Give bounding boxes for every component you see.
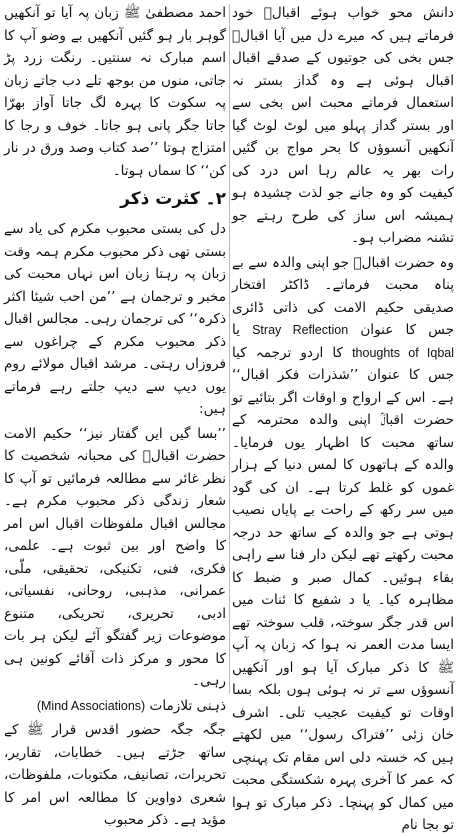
section-heading-kasrat-zikr: ۲۔ کثرت ذکر <box>120 189 226 209</box>
left-paragraph-2: دل کی بستی محبوب مکرم کی یاد سے بستی تھی ذکر محبوب مکرم ہمہ وقت زبان پہ رہتا زبان اس نہاں محبت کی مخبر و ترجمان ہے ’’من احب شیئا اکثر ذکرہ‘‘ کی ترجمان رہی۔ مجالس اقبال ذکر محبوب مکرم کے چراغوں سے فروزاں رہتی۔ مرشد اقبال مولائے روم یوں دیپ سے دیپ جلتے رہے فرماتے ہیں: <box>4 221 226 417</box>
left-paragraph-4: جگہ جگہ حضور اقدس قرار ﷺ کے ساتھ جڑتے ہیں۔ خطابات، تقاریر، تحریرات، تصانیف، مکتوبات، ملفوظات، شعری دواوین کا مطالعہ اس امر کا مؤید ہے۔ ذکر محبوب <box>4 722 226 828</box>
column-divider <box>229 4 230 694</box>
english-title-thoughts-of-iqbal: thoughts of Iqbal <box>352 345 454 360</box>
right-paragraph-1: دانش محو خواب ہوئے اقبالؒ خود فرماتے ہیں کہ میرے دل میں آیا اقبالؒ جس بخی کی جوتیوں کے صدقے اقبال اقبال ہوئی ہے وہ گداز بستر نہ استعمال فرماتے محبت اس بخی سے اور بستر گداز پہلو میں لوٹ لوٹ گیا آنکھیں آنسوؤں کا بحر مواج بن گئیں رات بھر یہ عالم رہا اس درد کی کیفیت کو وہ جانے جو لذت چشیدہ ہو ہمیشہ اس ساز کی طرح رہتے جو تشنہ مضراب ہو۔ <box>232 5 454 246</box>
left-paragraph-3: ’’بسا گیں ایں گفتار نیز‘‘ حکیم الامت حضرت اقبالؒ کی محبانہ شخصیت کا نظر غائر سے مطالعہ فرمائیں تو آپ کا شعار زندگی ذکر محبوب مکرم ہے۔ مجالس اقبال ملفوظات اقبال اس امر کا واضح اور بین ثبوت ہے۔ علمی، فکری، فنی، تکنیکی، تحقیقی، ملّی، عمرانی، مذہبی، روحانی، نفسیاتی، ادبی، تحریری، تحریکی، متنوع موضوعات زیر گفتگو آئے لیکن ہر بات کا محور و مرکز ذات آقائے کونین ہی رہی۔ <box>4 425 226 689</box>
left-column <box>4 2 226 828</box>
left-paragraph-1: احمد مصطفیٰ ﷺ زبان پہ آیا تو آنکھیں گوہر بار ہو گئیں آنکھیں بے وضو آپ کا اسم مبارک نہ سنتیں۔ رنگت زرد پڑ جاتی، منوں من بوجھ تلے دب جاتے زبان پہ سکوت کا پہرہ لگ جاتا آواز بھرّا جاتا جگر پانی ہو جاتا۔ خوف و رجا کا امتزاج ہوتا ’’صد کتاب وصد ورق در نار کن‘‘ کا سماں ہوتا۔ <box>4 5 226 179</box>
right-column <box>232 2 454 833</box>
right-paragraph-2-part-c: کا اردو ترجمہ کیا جس کا عنوان ’’شذرات فکر اقبال‘‘ ہے۔ اس کے ارواح و اوقات اگر بتائیے تو حضرت اقبالؒ اپنی والدہ محترمہ کے ساتھ محبت کا اظہار یوں فرمایا۔ والدہ کے ہاتھوں کا لمس دنیا کے ہزار غموں کو غلط کرتا ہے۔ ان کی گود میں سر رکھ کے راحت بے پایاں نصیب ہوتی ہے جو والدہ کے ساتھ حد درجہ محبت رکھتے تھے لیکن دار فنا سے راہی بقاء ہوئیں۔ کمال صبر و ضبط کا مظاہرہ کیا۔ یا د شفیع کا ئنات میں اس قدر جگر سوختہ، قلب سوختہ تھے ایسا مدت العمر نہ ہوا کہ زبان پہ آپ ﷺ کا ذکر مبارک آیا ہو اور آنکھیں آنسوؤں سے تر نہ ہوئی ہوں بلکہ بسا اوقات تو کیفیت عجیب تلی۔ اشرف خان زئی ’’فتراک رسول‘‘ میں لکھتے ہیں کہ خستہ دلی اس مقام تک پہنچی کہ عمر کا آخری پہرہ شکستگی محبت میں کمال کو پہنچا۔ ذکر مبارک تو ہوا تو بجا نام <box>232 344 454 833</box>
mind-associations-english: (Mind Associations) <box>36 698 146 713</box>
right-paragraph-2-part-b: یا <box>232 322 240 338</box>
mind-associations-line <box>4 695 226 718</box>
mind-associations-urdu: ذہنی تلازمات <box>149 697 226 714</box>
right-paragraph-2 <box>232 252 454 837</box>
english-title-stray-reflection: Stray Reflection <box>252 323 349 337</box>
right-paragraph-2-part-a: وہ حضرت اقبالؒ جو اپنی والدہ سے بے پناہ محبت فرماتے۔ ڈاکٹر افتخار صدیقی حکیم الامت کی ذاتی ڈائری جس کا عنوان <box>232 254 454 338</box>
